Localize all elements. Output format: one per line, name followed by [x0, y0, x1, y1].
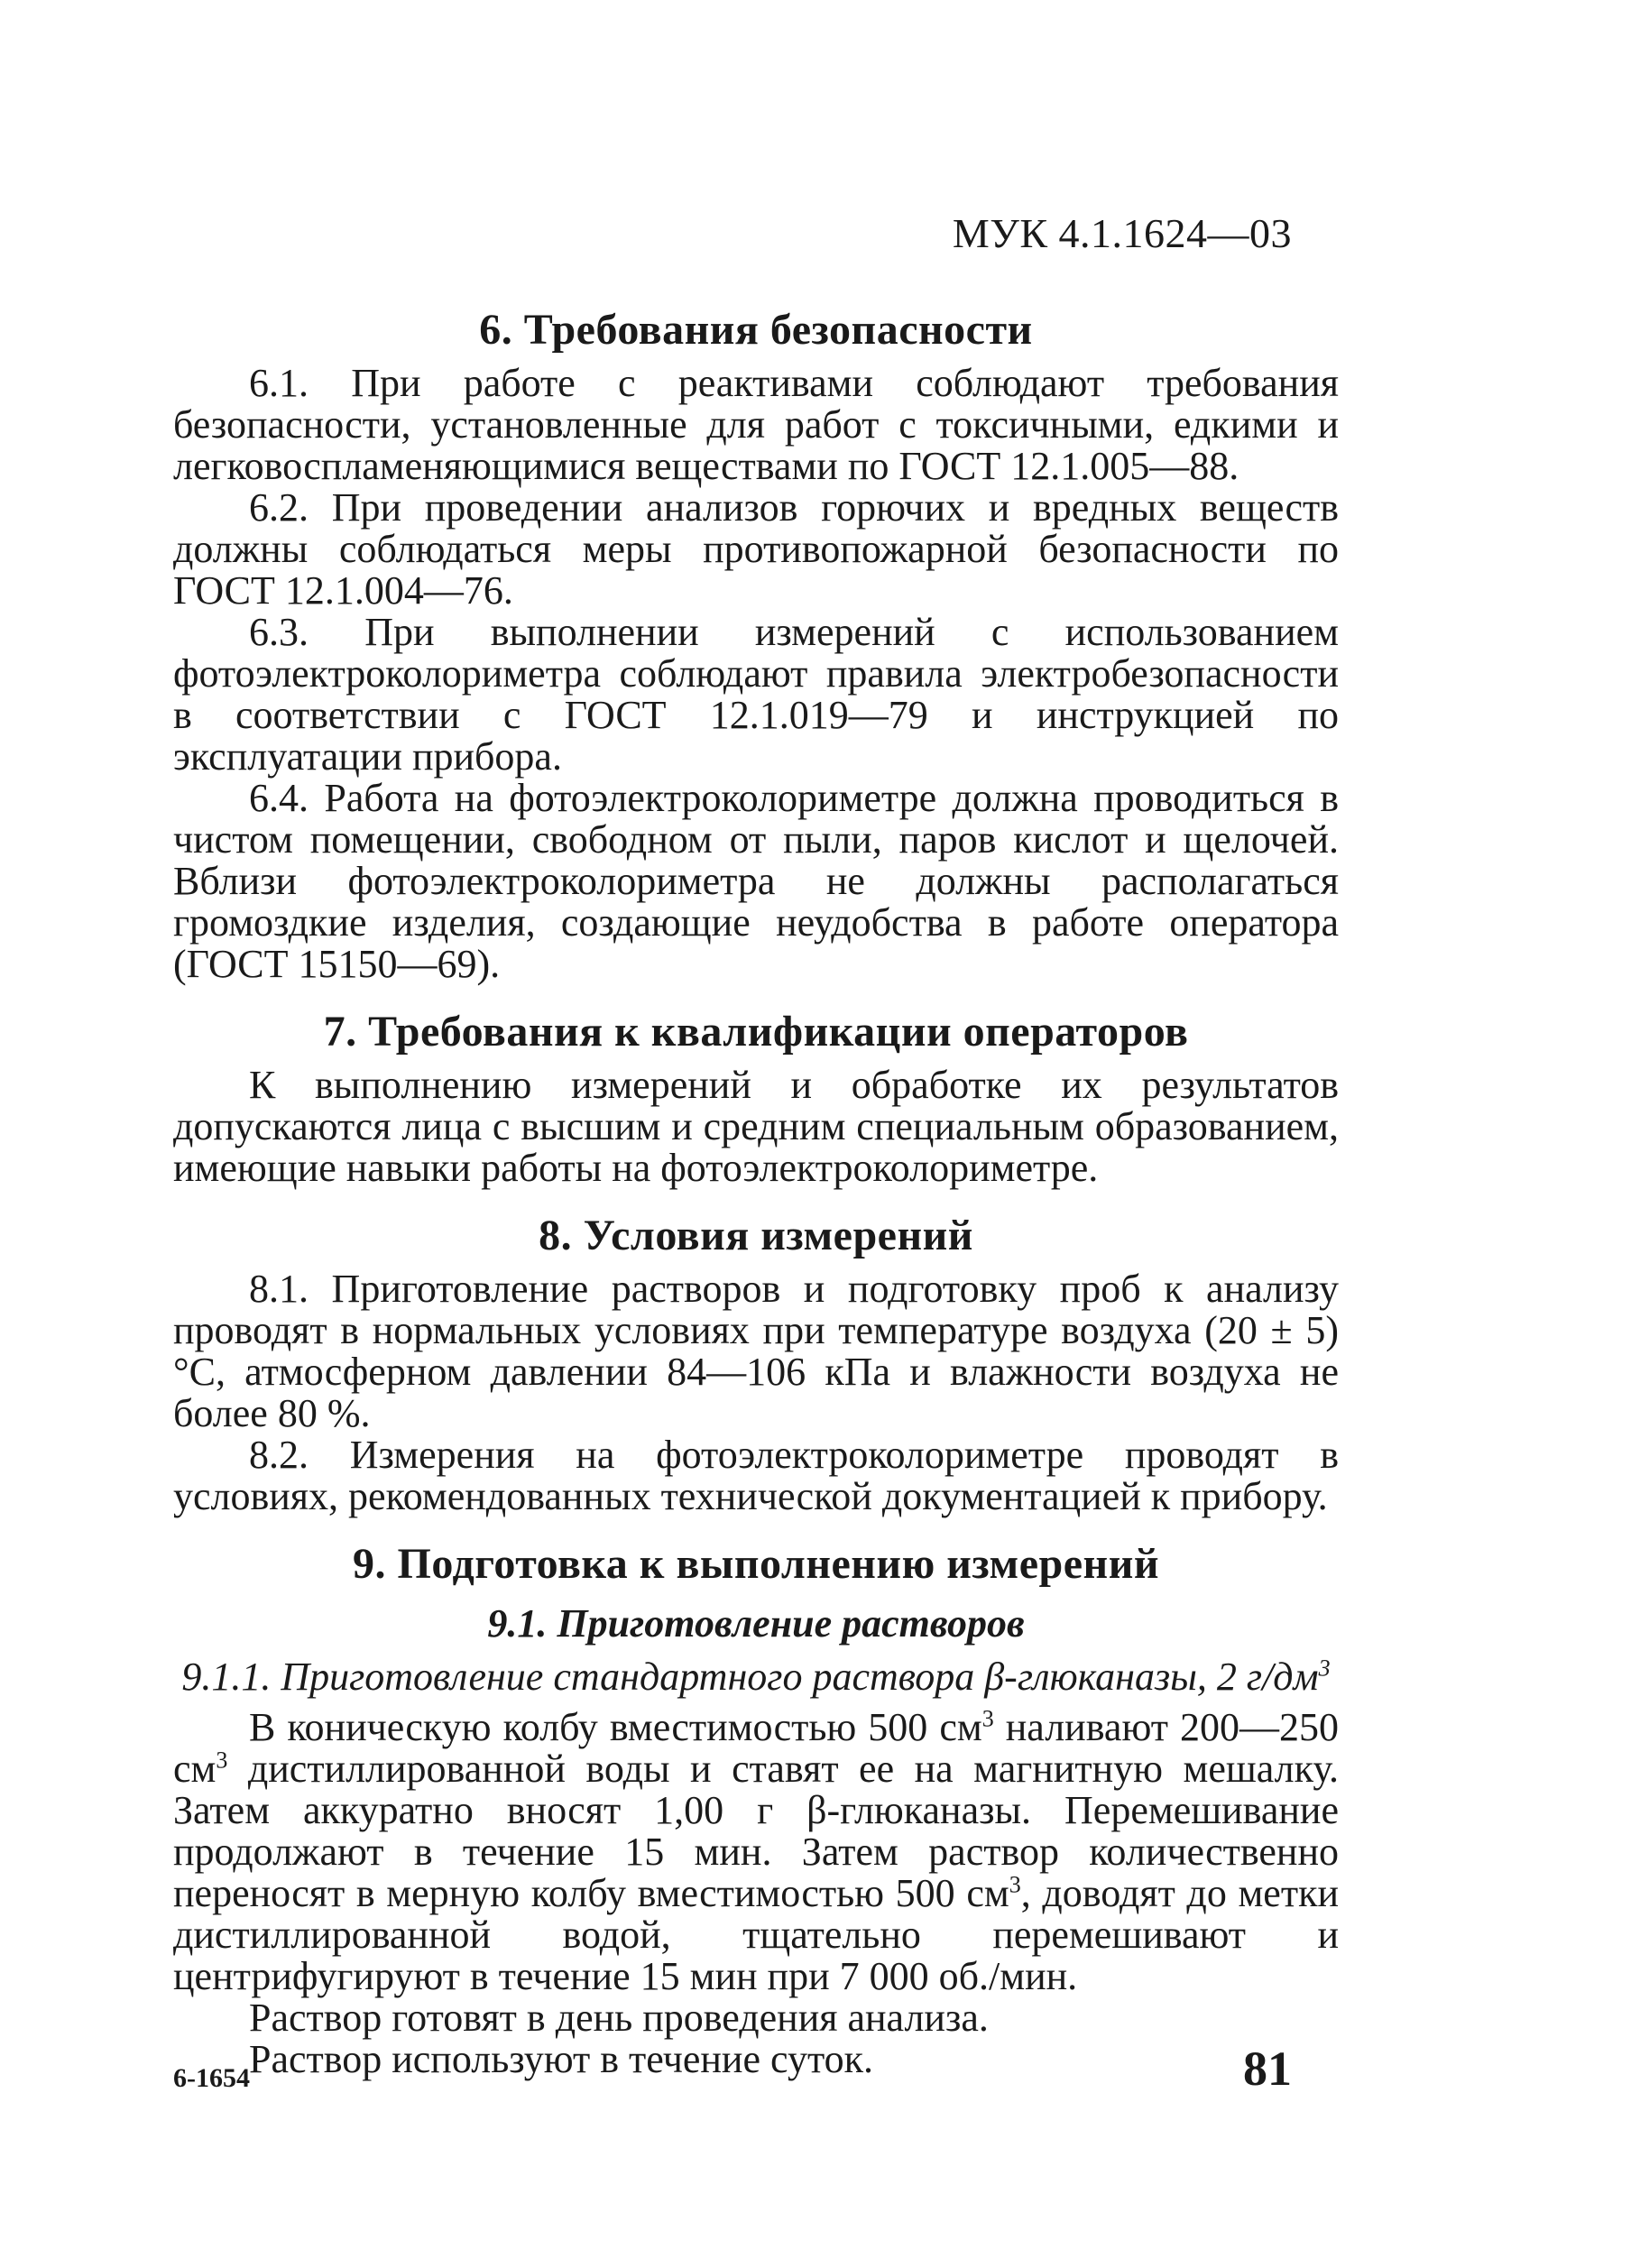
- subsection-9-1-1-title: [173, 1651, 1339, 1703]
- paragraph-8-2: 8.2. Измерения на фотоэлектроколориметре проводят в условиях, рекомендованных технической документацией к прибору.: [173, 1433, 1339, 1518]
- superscript: 3: [216, 1747, 228, 1774]
- subsection-9-1-title: 9.1. Приготовление растворов: [487, 1601, 1025, 1646]
- superscript: 3: [1318, 1655, 1331, 1682]
- paragraph-9-1-1-part-c: дистиллированной воды и ставят ее на магнитную мешалку. Затем аккуратно вносят 1,00 г β-глюканазы. Перемешивание продолжают в течение 15 мин. Затем раствор количественно переносят в мерную колбу вместимостью 500 см: [173, 1747, 1339, 1915]
- section-8-title: 8. Условия измерений: [539, 1212, 973, 1259]
- document-code: МУК 4.1.1624—03: [952, 210, 1292, 256]
- page-body: [173, 298, 1339, 2080]
- paragraph-9-1-1: [173, 1707, 1339, 1997]
- paragraph-9-1-1-note-1: Раствор готовят в день проведения анализа.: [249, 1996, 989, 2040]
- paragraph-9-1-1-part-b: наливают 200—250 см: [173, 1705, 1340, 1791]
- paragraph-6-3: 6.3. При выполнении измерений с использованием фотоэлектроколориметра соблюдают правила электробезопасности в соответствии с ГОСТ 12.1.019—79 и инструкцией по эксплуатации прибора.: [173, 610, 1339, 779]
- paragraph-6-1: 6.1. При работе с реактивами соблюдают требования безопасности, установленные для работ с токсичными, едкими и легковоспламеняющимися веществами по ГОСТ 12.1.005—88.: [173, 361, 1339, 488]
- paragraph-6-2: 6.2. При проведении анализов горючих и вредных веществ должны соблюдаться меры противопожарной безопасности по ГОСТ 12.1.004—76.: [173, 485, 1339, 613]
- paragraph-9-1-1-note-2: Раствор используют в течение суток.: [249, 2037, 873, 2081]
- superscript: 3: [981, 1705, 994, 1732]
- paragraph-9-1-1-part-d: , доводят до метки дистиллированной водой, тщательно перемешивают и центрифугируют в течение 15 мин при 7 000 об./мин.: [173, 1871, 1339, 1998]
- subsection-9-1-1-text: 9.1.1. Приготовление стандартного раствора β-глюканазы, 2 г/дм: [181, 1655, 1319, 1699]
- paragraph-9-1-1-part-a: В коническую колбу вместимостью 500 см: [249, 1705, 982, 1749]
- paragraph-8-1: 8.1. Приготовление растворов и подготовку проб к анализу проводят в нормальных условиях при температуре воздуха (20 ± 5) °С, атмосферном давлении 84—106 кПа и влажности воздуха не более 80 %.: [173, 1267, 1339, 1435]
- paragraph-6-4: 6.4. Работа на фотоэлектроколориметре должна проводиться в чистом помещении, свободном от пыли, паров кислот и щелочей. Вблизи фотоэлектроколориметра не должны располагаться громоздкие изделия, создающие неудобства в работе оператора (ГОСТ 15150—69).: [173, 776, 1339, 986]
- superscript: 3: [1009, 1871, 1021, 1898]
- paragraph-7-1: К выполнению измерений и обработке их результатов допускаются лица с высшим и средним специальным образованием, имеющие навыки работы на фотоэлектроколориметре.: [173, 1063, 1339, 1190]
- sheet-code: 6-1654: [173, 2063, 250, 2093]
- section-7-title: 7. Требования к квалификации операторов: [323, 1008, 1189, 1056]
- section-6-title: 6. Требования безопасности: [479, 306, 1033, 354]
- section-9-title: 9. Подготовка к выполнению измерений: [353, 1540, 1159, 1588]
- page-number: 81: [1243, 2042, 1292, 2096]
